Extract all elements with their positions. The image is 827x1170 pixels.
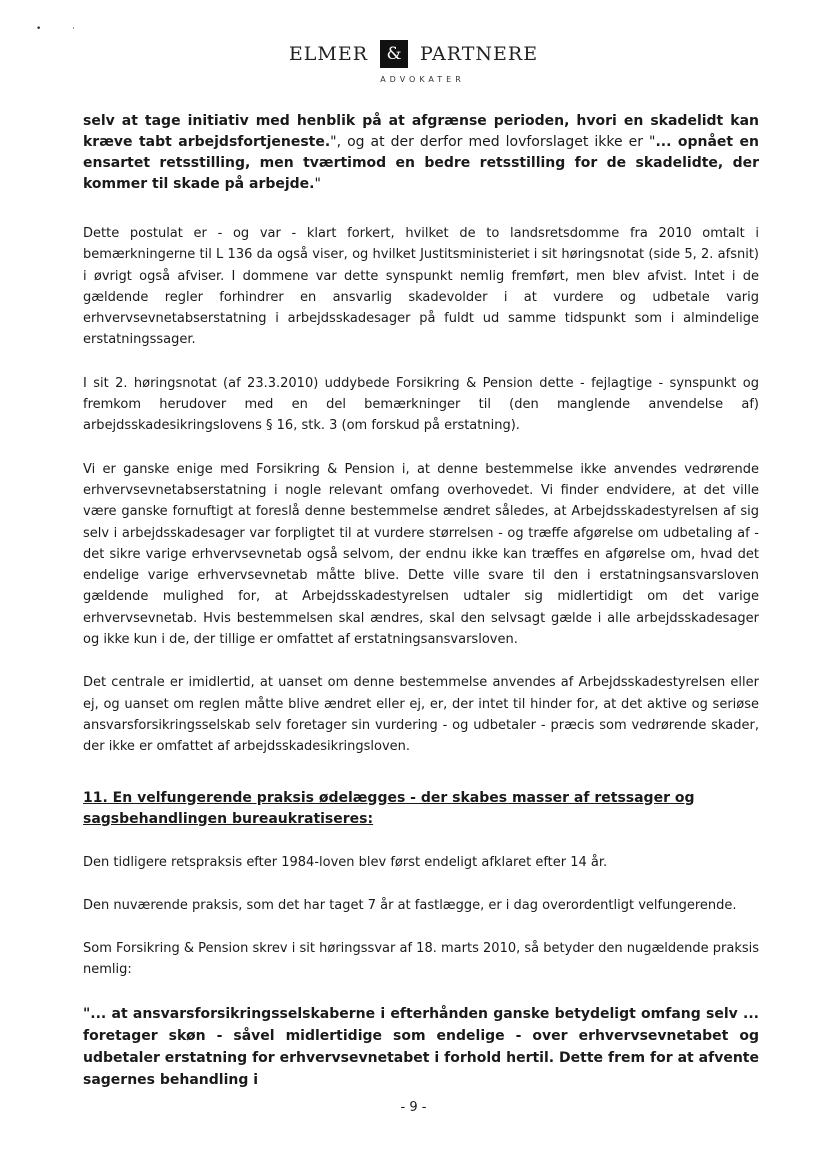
paragraph-1 (83, 111, 759, 195)
paragraph-1-normal-2: " (314, 176, 321, 192)
scan-marks: • · (36, 24, 90, 34)
logo (0, 40, 827, 68)
paragraph-6: Den tidligere retspraksis efter 1984-loven blev først endeligt afklaret efter 14 år. (83, 854, 608, 870)
logo-name-left: ELMER (288, 43, 369, 65)
ampersand-logo-icon: & (380, 40, 408, 68)
paragraph-7: Den nuværende praksis, som det har taget 7 år at fastlægge, er i dag overordentligt velfungerende. (83, 897, 737, 913)
paragraph-1-bold-1: selv at tage initiativ med henblik på at afgrænse perioden, hvori en skadelidt kan kræve tabt arbejdsfortjeneste. (83, 113, 759, 150)
paragraph-8: Som Forsikring & Pension skrev i sit høringssvar af 18. marts 2010, så betyder den nugældende praksis nemlig: (83, 941, 759, 978)
section-heading: 11. En velfungerende praksis ødelægges - der skabes masser af retssager og sagsbehandlingen bureaukratiseres: (83, 789, 695, 827)
logo-name-right: PARTNERE (420, 43, 539, 65)
document-body (83, 111, 759, 1091)
page-number: - 9 - (400, 1100, 427, 1115)
letterhead (0, 40, 827, 84)
paragraph-4: Vi er ganske enige med Forsikring & Pension i, at denne bestemmelse ikke anvendes vedrørende erhvervsevnetabserstatning i nogle relevant omfang overhovedet. Vi finder endvidere, at det ville være ganske fornuftigt at foreslå denne bestemmelse ændret således, at Arbejdsskadestyrelsen af sig selv i arbejdsskadesager var forpligtet til at vurdere størrelsen - og træffe afgørelse om udbetaling af - det sikre varige erhvervsevnetab også selvom, der endnu ikke kan træffes en afgørelse om, hvad det endelige varige erhvervsevnetab måtte blive. Dette ville svare til den i erstatningsansvarsloven gældende mulighed for, at Arbejdsskadestyrelsen udtaler sig midlertidigt om det varige erhvervsevnetab. Hvis bestemmelsen skal ændres, skal den selvsagt gælde i alle arbejdsskadesager og ikke kun i de, der tillige er omfattet af erstatningsansvarsloven. (83, 461, 759, 648)
paragraph-2: Dette postulat er - og var - klart forkert, hvilket de to landsretsdomme fra 2010 omtalt i bemærkningerne til L 136 da også viser, og hvilket Justitsministeriet i sit høringsnotat (side 5, 2. afsnit) i øvrigt også afviser. I dommene var dette synspunkt nemlig fremført, men blev afvist. Intet i de gældende regler forhindrer en ansvarlig skadevolder i at vurdere og udbetale varig erhvervsevnetabserstatning i arbejdsskadesager på fuldt ud samme tidspunkt som i almindelige erstatningssager. (83, 226, 759, 348)
logo-subtitle: ADVOKATER (380, 75, 465, 84)
quote-paragraph: "... at ansvarsforsikringsselskaberne i efterhånden ganske betydeligt omfang selv ... foretager skøn - såvel midlertidige som endelige - over erhvervsevnetabet og udbetaler erstatning for erhvervsevnetabet i forhold hertil. Dette frem for at afvente sagernes behandling i (83, 1005, 759, 1088)
paragraph-1-bold-2: ... opnået en ensartet retsstilling, men tværtimod en bedre retsstilling for de skadelidte, der kommer til skade på arbejde. (83, 134, 760, 192)
paragraph-3: I sit 2. høringsnotat (af 23.3.2010) uddybede Forsikring & Pension dette - fejlagtige - synspunkt og fremkom herudover med en del bemærkninger til (den manglende anvendelse af) arbejdsskadesikringslovens § 16, stk. 3 (om forskud på erstatning). (83, 375, 759, 434)
paragraph-5: Det centrale er imidlertid, at uanset om denne bestemmelse anvendes af Arbejdsskadestyrelsen eller ej, og uanset om reglen måtte blive ændret eller ej, er, der intet til hinder for, at det aktive og seriøse ansvarsforsikringsselskab selv foretager sin vurdering - og udbetaler - præcis som vedrørende skader, der ikke er omfattet af arbejdsskadesikringsloven. (83, 675, 759, 755)
paragraph-1-normal-1: ", og at der derfor med lovforslaget ikke er " (330, 134, 656, 150)
